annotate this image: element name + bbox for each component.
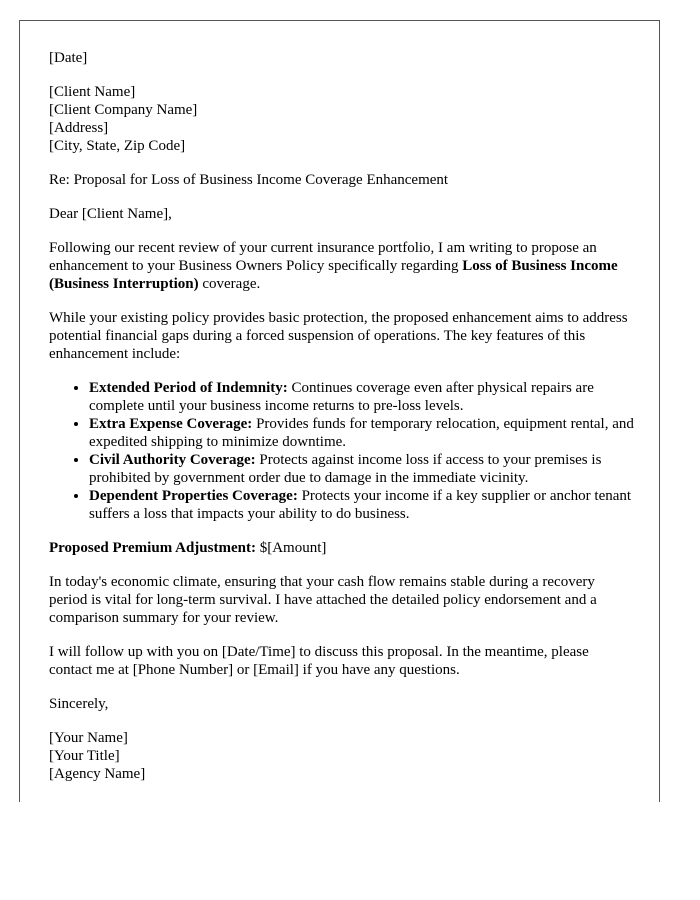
followup-paragraph: I will follow up with you on [Date/Time] to discuss this proposal. In the meantime, please contact me at [Phone Number] or [Email] if you have any questions.: [49, 644, 589, 678]
feature-title: Dependent Properties Coverage:: [89, 488, 298, 504]
feature-text: Continues coverage even after physical repairs are complete until your business income returns to pre-loss levels.: [89, 380, 594, 414]
feature-item: [89, 451, 634, 487]
signature-title: [Your Title]: [49, 748, 120, 764]
recipient-address: [Address]: [49, 120, 109, 136]
feature-title: Extra Expense Coverage:: [89, 416, 253, 432]
feature-title: Civil Authority Coverage:: [89, 452, 256, 468]
letter-date: [Date]: [49, 50, 88, 66]
premium-label: Proposed Premium Adjustment:: [49, 540, 256, 556]
feature-item: [89, 487, 634, 523]
recipient-address-block: [49, 83, 634, 155]
feature-item: [89, 379, 634, 415]
intro-text-before: Following our recent review of your current insurance portfolio, I am writing to propose an enhancement to your Business Owners Policy specifically regarding: [49, 240, 597, 274]
signature-block: [49, 729, 634, 783]
letter-body: [49, 49, 634, 783]
feature-title: Extended Period of Indemnity:: [89, 380, 288, 396]
feature-text: Provides funds for temporary relocation, equipment rental, and expedited shipping to minimize downtime.: [89, 416, 634, 450]
signature-name: [Your Name]: [49, 730, 128, 746]
recipient-city-state-zip: [City, State, Zip Code]: [49, 138, 186, 154]
intro-text-after: coverage.: [198, 276, 261, 292]
features-intro-paragraph: While your existing policy provides basic protection, the proposed enhancement aims to address potential financial gaps during a forced suspension of operations. The key features of this enhancement include:: [49, 310, 628, 362]
recipient-client-name: [Client Name]: [49, 84, 136, 100]
letter-closing: Sincerely,: [49, 696, 109, 712]
letter-page: [19, 20, 660, 802]
features-list: [49, 379, 634, 523]
intro-bold-coverage: Loss of Business Income (Business Interruption): [49, 258, 618, 292]
feature-item: [89, 415, 634, 451]
intro-paragraph: [49, 239, 634, 293]
letter-subject: Re: Proposal for Loss of Business Income Coverage Enhancement: [49, 172, 449, 188]
recipient-company: [Client Company Name]: [49, 102, 198, 118]
premium-value: $[Amount]: [255, 540, 327, 556]
letter-salutation: Dear [Client Name],: [49, 206, 172, 222]
feature-text: Protects your income if a key supplier or anchor tenant suffers a loss that impacts your ability to do business.: [89, 488, 632, 522]
climate-paragraph: In today's economic climate, ensuring that your cash flow remains stable during a recovery period is vital for long-term survival. I have attached the detailed policy endorsement and a comparison summary for your review.: [49, 574, 597, 626]
premium-line: [49, 539, 634, 557]
feature-text: Protects against income loss if access to your premises is prohibited by government order due to damage in the immediate vicinity.: [89, 452, 602, 486]
signature-agency: [Agency Name]: [49, 766, 146, 782]
